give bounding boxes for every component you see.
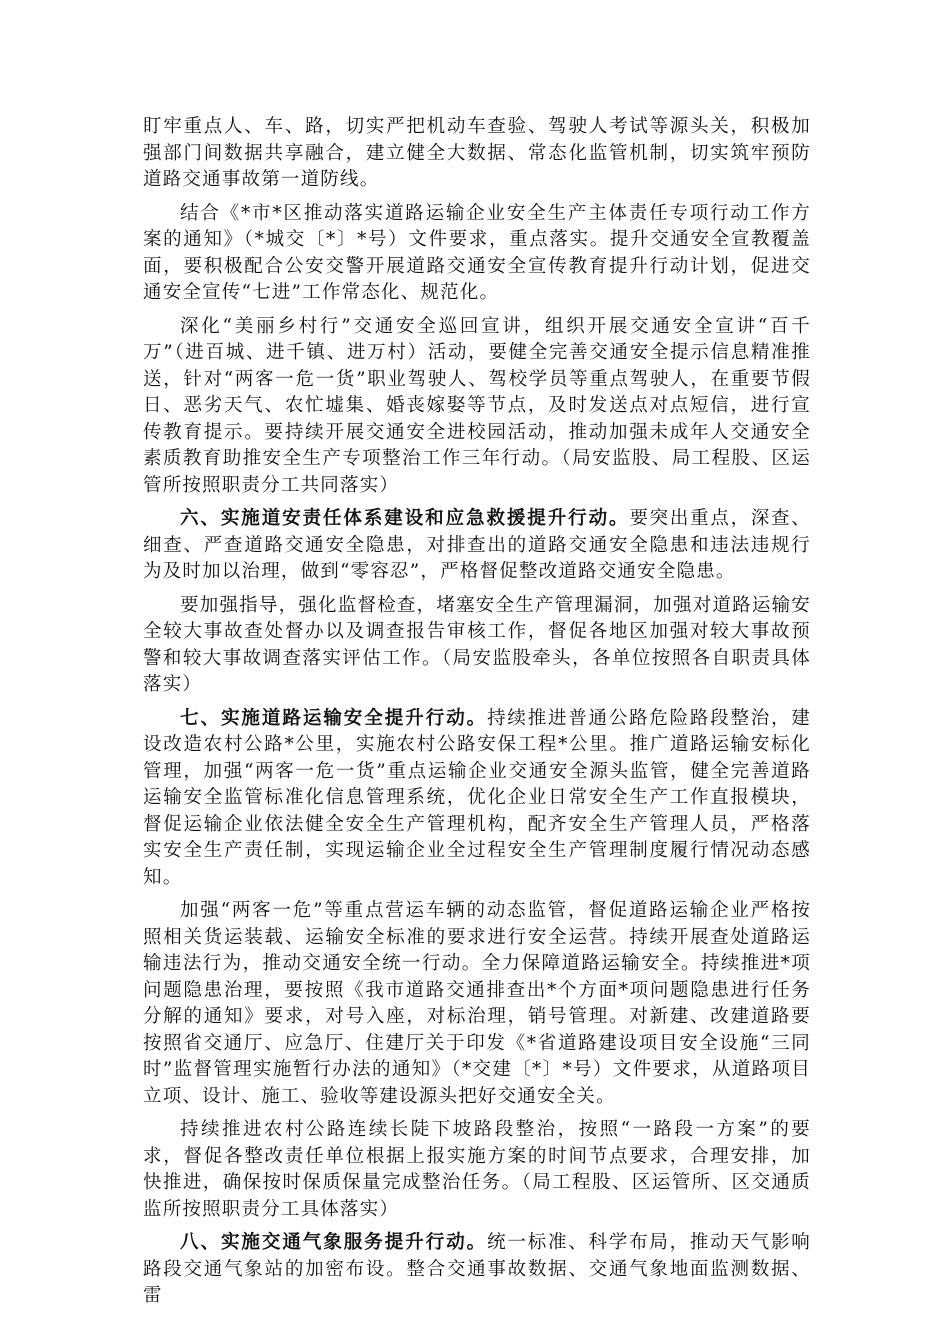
paragraph-1 <box>143 114 811 194</box>
paragraph-text: 加强“两客一危”等重点营运车辆的动态监管，督促道路运输企业严格按照相关货运装载、运输安全标准的要求进行安全运营。持续开展查处道路运输违法行为，推动交通安全统一行动。全力保障道路运输安全。持续推进*项问题隐患治理，要按照《我市道路交通排查出*个方面*项问题隐患进行任务分解的通知》要求，对号入座，对标治理，销号管理。对新建、改建道路要按照省交通厅、应急厅、住建厅关于印发《*省道路建设项目安全设施“三同时”监督管理实施暂行办法的通知》（*交建〔*〕*号）文件要求，从道路项目立项、设计、施工、验收等建设源头把好交通安全关。 <box>143 900 811 1107</box>
section-7-heading: 七、实施道路运输安全提升行动。 <box>180 707 488 729</box>
paragraph-2 <box>143 201 811 307</box>
paragraph-text: 统一标准、科学布局，推动天气影响路段交通气象站的加密布设。整合交通事故数据、交通气象地面监测数据、雷 <box>143 1232 811 1306</box>
paragraph-text: 要加强指导，强化监督检查，堵塞安全生产管理漏洞，加强对道路运输安全较大事故查处督办以及调查报告审核工作，督促各地区加强对较大事故预警和较大事故调查落实评估工作。（局安监股牵头，各单位按照各自职责具体落实） <box>143 594 811 695</box>
paragraph-text: 深化“美丽乡村行”交通安全巡回宣讲，组织开展交通安全宣讲“百千万”（进百城、进千镇、进万村）活动，要健全完善交通安全提示信息精准推送，针对“两客一危一货”职业驾驶人、驾校学员等重点驾驶人，在重要节假日、恶劣天气、农忙墟集、婚丧嫁娶等节点，及时发送点对点短信，进行宣传教育提示。要持续开展交通安全进校园活动，推动加强未成年人交通安全素质教育助推安全生产专项整治工作三年行动。（局安监股、局工程股、区运管所按照职责分工共同落实） <box>143 315 811 496</box>
paragraph-text: 盯牢重点人、车、路，切实严把机动车查验、驾驶人考试等源头关，积极加强部门间数据共享融合，建立健全大数据、常态化监管机制，切实筑牢预防道路交通事故第一道防线。 <box>143 116 811 190</box>
section-7-paragraph <box>143 706 811 892</box>
section-6-heading: 六、实施道安责任体系建设和应急救援提升行动。 <box>180 508 630 529</box>
paragraph-7 <box>143 898 811 1110</box>
paragraph-text: 结合《*市*区推动落实道路运输企业安全生产主体责任专项行动工作方案的通知》（*城交〔*〕*号）文件要求，重点落实。提升交通安全宣教覆盖面，要积极配合公安交警开展道路交通安全宣传教育提升行动计划，促进交通安全宣传“七进”工作常态化、规范化。 <box>143 202 811 303</box>
paragraph-5 <box>143 593 811 699</box>
paragraph-8 <box>143 1117 811 1223</box>
section-8-paragraph <box>143 1230 811 1310</box>
paragraph-3 <box>143 314 811 500</box>
section-8-heading: 八、实施交通气象服务提升行动。 <box>180 1232 488 1253</box>
section-6-paragraph <box>143 506 811 586</box>
paragraph-text: 持续推进农村公路连续长陡下坡路段整治，按照“一路段一方案”的要求，督促各整改责任单位根据上报实施方案的时间节点要求，合理安排，加快推进，确保按时保质保量完成整治任务。（局工程股、区运管所、区交通质监所按照职责分工具体落实） <box>143 1119 811 1220</box>
paragraph-text: 持续推进普通公路危险路段整治，建设改造农村公路*公里，实施农村公路安保工程*公里。推广道路运输安标化管理，加强“两客一危一货”重点运输企业交通安全源头监管，健全完善道路运输安全监管标准化信息管理系统，优化企业日常安全生产工作直报模块，督促运输企业依法健全安全生产管理机构，配齐安全生产管理人员，严格落实安全生产责任制，实现运输企业全过程安全生产管理制度履行情况动态感知。 <box>143 707 811 888</box>
document-page <box>143 114 811 1317</box>
paragraph-text: 要突出重点，深查、细查、严查道路交通安全隐患，对排查出的道路交通安全隐患和违法违规行为及时加以治理，做到“零容忍”，严格督促整改道路交通安全隐患。 <box>143 508 811 582</box>
